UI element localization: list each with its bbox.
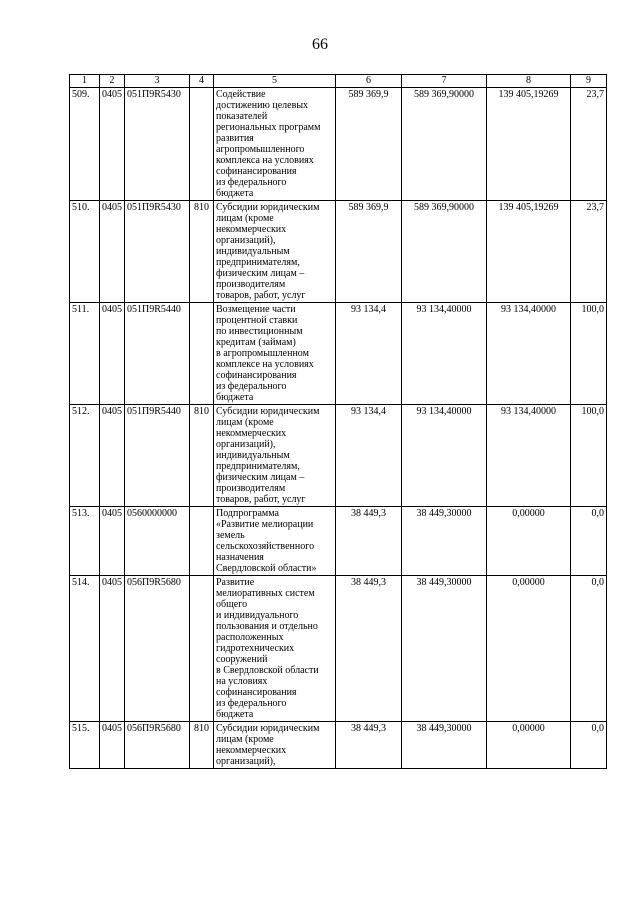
target-article-code: 051П9R5440	[125, 303, 190, 405]
execution-percent: 0,0	[571, 507, 607, 576]
approved-amount: 589 369,90000	[402, 201, 487, 303]
table-row	[70, 405, 607, 507]
item-name: Содействие достижению целевых показателей региональных программ развития агропромышленного комплекса на условиях софинансирования из федерального бюджета	[214, 88, 336, 201]
row-number: 514.	[70, 576, 100, 722]
approved-amount: 589 369,90000	[402, 88, 487, 201]
table-row	[70, 88, 607, 201]
column-header: 2	[100, 75, 125, 88]
planned-amount: 38 449,3	[336, 722, 402, 769]
item-name: Возмещение части процентной ставки по инвестиционным кредитам (займам) в агропромышленном комплексе на условиях софинансирования из федерального бюджета	[214, 303, 336, 405]
executed-amount: 0,00000	[487, 722, 571, 769]
item-name: Субсидии юридическим лицам (кроме некоммерческих организаций),	[214, 722, 336, 769]
item-name: Субсидии юридическим лицам (кроме некоммерческих организаций), индивидуальным предпринимателям, физическим лицам – производителям товаров, работ, услуг	[214, 405, 336, 507]
item-name: Подпрограмма «Развитие мелиорации земель сельскохозяйственного назначения Свердловской области»	[214, 507, 336, 576]
target-article-code: 056П9R5680	[125, 576, 190, 722]
execution-percent: 100,0	[571, 405, 607, 507]
execution-percent: 23,7	[571, 88, 607, 201]
column-header: 5	[214, 75, 336, 88]
target-article-code: 051П9R5430	[125, 201, 190, 303]
table-row	[70, 576, 607, 722]
planned-amount: 93 134,4	[336, 303, 402, 405]
column-header: 4	[190, 75, 214, 88]
expense-type-code	[190, 303, 214, 405]
approved-amount: 38 449,30000	[402, 722, 487, 769]
expense-type-code	[190, 88, 214, 201]
expense-type-code: 810	[190, 722, 214, 769]
executed-amount: 93 134,40000	[487, 405, 571, 507]
table-row	[70, 201, 607, 303]
target-article-code: 056П9R5680	[125, 722, 190, 769]
row-number: 511.	[70, 303, 100, 405]
section-code: 0405	[100, 576, 125, 722]
table-row	[70, 303, 607, 405]
executed-amount: 139 405,19269	[487, 201, 571, 303]
target-article-code: 0560000000	[125, 507, 190, 576]
target-article-code: 051П9R5430	[125, 88, 190, 201]
expense-type-code	[190, 507, 214, 576]
executed-amount: 139 405,19269	[487, 88, 571, 201]
approved-amount: 93 134,40000	[402, 303, 487, 405]
column-header: 1	[70, 75, 100, 88]
column-header: 6	[336, 75, 402, 88]
column-header: 7	[402, 75, 487, 88]
approved-amount: 38 449,30000	[402, 507, 487, 576]
row-number: 513.	[70, 507, 100, 576]
expense-type-code: 810	[190, 201, 214, 303]
executed-amount: 0,00000	[487, 576, 571, 722]
planned-amount: 38 449,3	[336, 576, 402, 722]
section-code: 0405	[100, 507, 125, 576]
approved-amount: 38 449,30000	[402, 576, 487, 722]
expense-type-code	[190, 576, 214, 722]
column-header: 8	[487, 75, 571, 88]
row-number: 509.	[70, 88, 100, 201]
execution-percent: 0,0	[571, 722, 607, 769]
item-name: Субсидии юридическим лицам (кроме некоммерческих организаций), индивидуальным предпринимателям, физическим лицам – производителям товаров, работ, услуг	[214, 201, 336, 303]
column-header: 3	[125, 75, 190, 88]
table-row	[70, 507, 607, 576]
planned-amount: 93 134,4	[336, 405, 402, 507]
planned-amount: 38 449,3	[336, 507, 402, 576]
section-code: 0405	[100, 405, 125, 507]
header-row	[70, 75, 607, 88]
page-number: 66	[312, 36, 328, 53]
execution-percent: 23,7	[571, 201, 607, 303]
column-header: 9	[571, 75, 607, 88]
expense-type-code: 810	[190, 405, 214, 507]
row-number: 510.	[70, 201, 100, 303]
executed-amount: 0,00000	[487, 507, 571, 576]
executed-amount: 93 134,40000	[487, 303, 571, 405]
item-name: Развитие мелиоративных систем общего и индивидуального пользования и отдельно расположенных гидротехнических сооружений в Свердловской области на условиях софинансирования из федерального бюджета	[214, 576, 336, 722]
section-code: 0405	[100, 201, 125, 303]
execution-percent: 100,0	[571, 303, 607, 405]
planned-amount: 589 369,9	[336, 88, 402, 201]
section-code: 0405	[100, 88, 125, 201]
section-code: 0405	[100, 722, 125, 769]
planned-amount: 589 369,9	[336, 201, 402, 303]
execution-percent: 0,0	[571, 576, 607, 722]
approved-amount: 93 134,40000	[402, 405, 487, 507]
table-row	[70, 722, 607, 769]
row-number: 515.	[70, 722, 100, 769]
target-article-code: 051П9R5440	[125, 405, 190, 507]
budget-table	[69, 74, 607, 769]
section-code: 0405	[100, 303, 125, 405]
row-number: 512.	[70, 405, 100, 507]
